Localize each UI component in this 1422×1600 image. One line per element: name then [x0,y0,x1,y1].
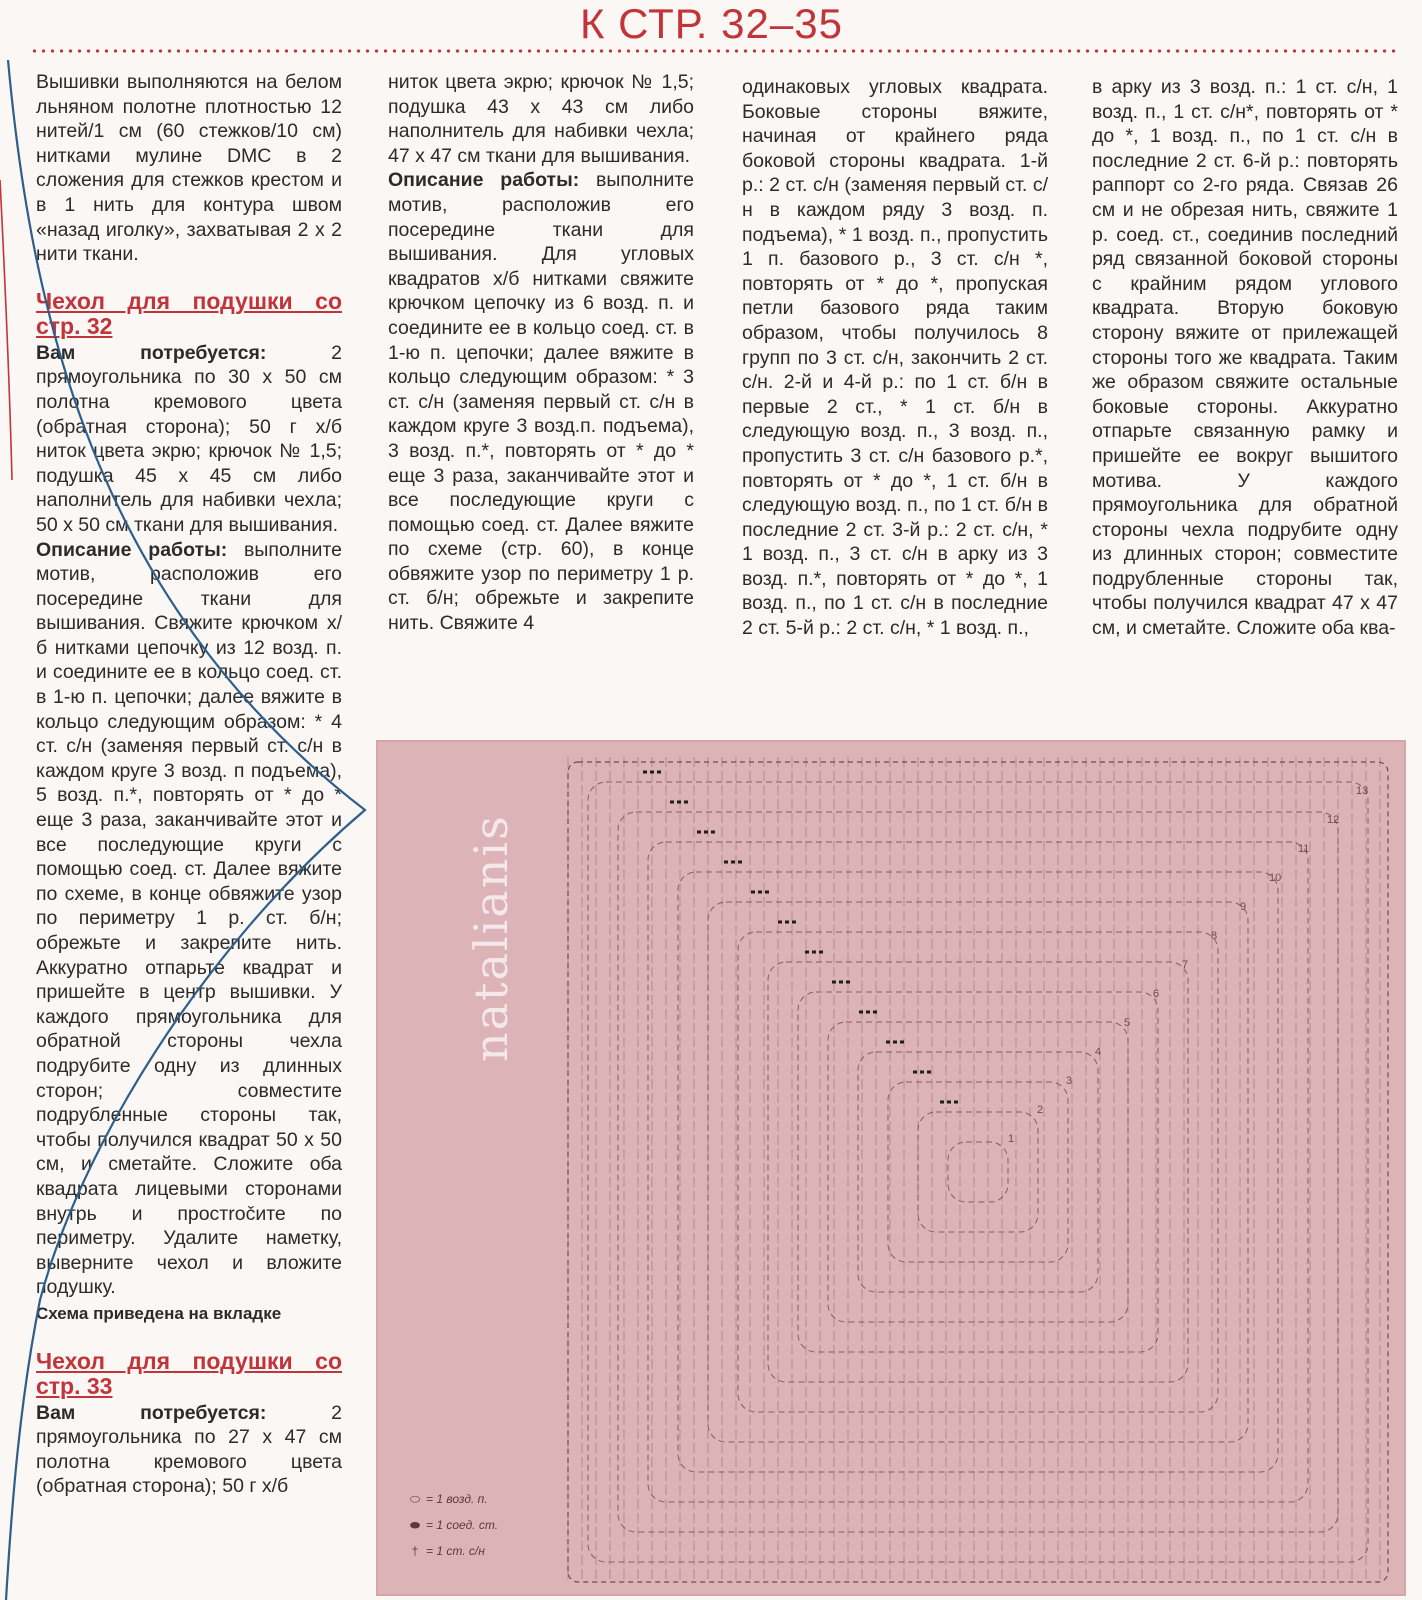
materials-paragraph-32 [36,341,342,538]
text-column-4 [1092,75,1398,641]
round-outline [858,1052,1098,1292]
intro-paragraph: Вышивки выполняются на белом льняном полотне плотностью 12 нитей/1 см (60 стежков/10 см) нитками мулине DMC в 2 сложения для стежков крестом и в 1 нить для контура швом «назад иголку», захватывая 2 x 2 нити ткани. [36,71,342,266]
round-number: 10 [1269,872,1282,884]
materials-continued: ниток цвета экрю; крючок № 1,5; подушка 43 x 43 см либо наполнитель для набивки чехла; 47 x 47 см ткани для вышивания. [388,71,694,167]
round-number: 4 [1095,1046,1102,1058]
dotted-divider [30,48,1396,54]
round-outline [708,902,1248,1442]
materials-paragraph-33 [36,1401,342,1499]
round-outline [948,1142,1008,1202]
text-column-3 [742,75,1048,641]
chart-frame [568,762,1388,1582]
instructions-text: одинаковых угловых квадрата. Боковые стороны вяжите, начиная от крайнего ряда боковой стороны квадрата. 1-й р.: 2 ст. с/н (заменяя первый ст. с/н в каждом ряду 3 возд. п. подъема), * 1 возд. п., пропустить 1 п. базового р., 3 ст. с/н *, повторять от * до *, пропуская петли базового ряда таким образом, чтобы получилось 8 групп по 3 ст. с/н, закончить 2 ст. с/н. 2-й и 4-й р.: по 1 ст. б/н в первые 2 ст., * 1 ст. б/н в следующую возд. п., 3 возд. п., пропустить 3 ст. с/н базового р.*, повторять от * до *, 1 ст. б/н в следующую возд. п., по 1 ст. б/н в последние 2 ст. 3-й р.: 2 ст. с/н, * 1 возд. п., 3 ст. с/н в арку из 3 возд. п.*, повторять от * до *, 1 возд. п., по 1 ст. с/н в последние 2 ст. 5-й р.: 2 ст. с/н, * 1 возд. п., [742,76,1048,640]
description-label: Описание работы: [36,538,228,561]
round-number: 13 [1356,785,1369,797]
materials-label: Вам потребуется: [36,341,267,364]
description-text: выполните мотив, расположив его посередине ткани для вышивания. Свяжите крючком х/б нитками цепочку из 12 возд. п. и соедините ее в кольцо соед. ст. в 1-ю п. цепочки; далее вяжите в кольцо следующим образом: * 4 ст. с/н (заменяя первый ст. с/н в каждом круге 3 возд. п подъема), 5 возд. п.*, повторять от * до * еще 3 раза, заканчивайте этот и все последующие круги с помощью соед. ст. Далее вяжите по схеме, в конце обвяжите узор по периметру 1 р. ст. б/н; обрежьте и закрепите нить. Аккуратно отпарьте квадрат и пришейте в центр вышивки. У каждого прямоугольника для обратной стороны чехла подрубите одну из длинных сторон; совместите подрубленные стороны так, чтобы получился квадрат 50 x 50 см, и сметайте. Сложите оба квадрата лицевыми сторонами внутрь и простročите по периметру. Удалите наметку, выверните чехол и вложите подушку. [36,538,342,1299]
round-number: 9 [1240,901,1247,913]
materials-label: Вам потребуется: [36,1401,267,1424]
description-label: Описание работы: [388,169,580,192]
round-number: 3 [1066,1075,1073,1087]
scheme-note: Схема приведена на вкладке [36,1303,282,1323]
materials-text: 2 прямоугольника по 27 x 47 см полотна кремового цвета (обратная сторона); 50 г х/б [36,1401,343,1498]
round-outline [828,1022,1128,1322]
description-paragraph-32 [36,538,342,1300]
round-number: 7 [1182,959,1189,971]
materials-text: 2 прямоугольника по 30 x 50 см полотна кремового цвета (обратная сторона); 50 г х/б ниток цвета экрю; крючок № 1,5; подушка 45 x 45 см либо наполнитель для набивки чехла; 50 x 50 см ткани для вышивания. [36,341,343,536]
round-outline [798,992,1158,1352]
legend-row-slip-stitch [404,1512,554,1538]
round-outline [588,782,1368,1562]
description-paragraph-33 [388,168,694,635]
section-title-page-33: Чехол для подушки со стр. 33 [36,1347,342,1399]
legend-row-double-crochet [404,1538,554,1564]
round-number: 11 [1298,843,1310,855]
chain-icon: ⬭ [409,1491,421,1506]
round-outline [738,932,1218,1412]
round-number: 6 [1153,988,1160,1000]
slip-stitch-icon: ⬬ [409,1517,421,1532]
page-header: К СТР. 32–35 [580,0,843,47]
round-outline [918,1112,1038,1232]
text-column-1 [36,70,342,1499]
margin-stroke [0,180,12,480]
round-number: 1 [1008,1133,1015,1145]
round-number: 8 [1211,930,1218,942]
double-crochet-icon: † [411,1544,419,1558]
legend-row-chain [404,1486,554,1512]
crochet-diagram [376,740,1406,1596]
watermark: natalianis [464,814,518,1062]
section-title-page-32: Чехол для подушки со стр. 32 [36,287,342,339]
legend-label: = 1 возд. п. [426,1492,488,1506]
chart-legend [404,1486,554,1564]
instructions-text: в арку из 3 возд. п.: 1 ст. с/н, 1 возд. п., 1 ст. с/н*, повторять от * до *, 1 возд. п., по 1 ст. с/н в последние 2 ст. 6-й р.: повторять раппорт со 2-го ряда. Связав 26 см и не обрезая нить, свяжите 1 р. соед. ст., соединив последний ряд связанной боковой стороны с крайним рядом углового квадрата. Вторую боковую сторону вяжите от прилежащей стороны того же квадрата. Таким же образом свяжите остальные боковые стороны. Аккуратно отпарьте связанную рамку и пришейте ее вокруг вышитого мотива. У каждого прямоугольника для обратной стороны чехла подрубите одну из длинных сторон; совместите подрубленные стороны так, чтобы получился квадрат 47 x 47 см, и сметайте. Сложите оба ква- [1092,76,1398,640]
description-text: выполните мотив, расположив его посередине ткани для вышивания. Для угловых квадратов х/б нитками свяжите крючком цепочку из 6 возд. п. и соедините ее в кольцо соед. ст. в 1-ю п. цепочки; далее вяжите в кольцо следующим образом: * 3 ст. с/н (заменяя первый ст. с/н в каждом круге 3 возд.п. подъема), 3 возд. п.*, повторять от * до * еще 3 раза, заканчивайте этот и все последующие круги с помощью соед. ст. Далее вяжите по схеме (стр. 60), в конце обвяжите узор по периметру 1 р. ст. б/н; обрежьте и закрепите нить. Свяжите 4 [388,169,694,635]
legend-label: = 1 ст. с/н [426,1544,485,1558]
round-number: 5 [1124,1017,1131,1029]
crochet-pattern-svg [378,742,1404,1594]
round-number: 12 [1327,814,1340,826]
round-outline [648,842,1308,1502]
round-outline [618,812,1338,1532]
round-number: 2 [1037,1104,1044,1116]
text-column-2 [388,70,694,636]
legend-label: = 1 соед. ст. [426,1518,499,1532]
